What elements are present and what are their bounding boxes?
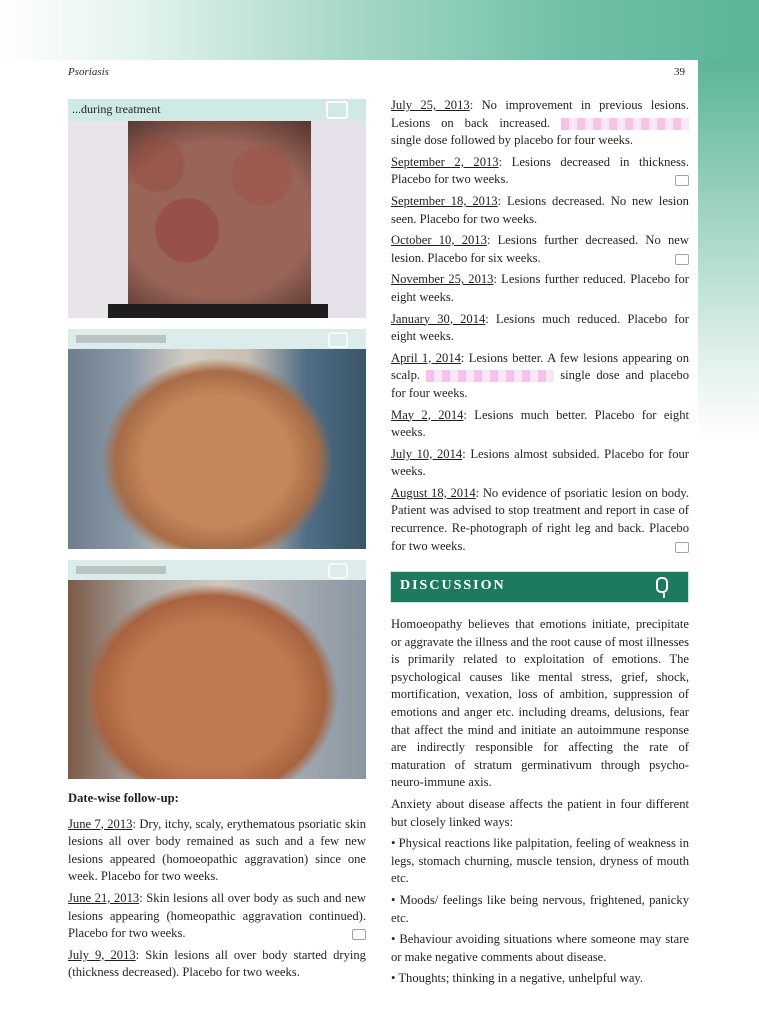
- followup-entry: October 10, 2013: Lesions further decreased. No new lesion. Placebo for six weeks.: [391, 233, 689, 265]
- followup-heading: Date-wise follow-up:: [68, 791, 179, 805]
- discussion-bullet: • Behaviour avoiding situations where someone may stare or make negative comments about disease.: [391, 932, 689, 964]
- followup-entry: August 18, 2014: No evidence of psoriatic lesion on body. Patient was advised to stop treatment and report in case of recurrence. Re-photograph of right leg and back. Placebo for two weeks.: [391, 485, 689, 553]
- microphone-icon-stand: [663, 593, 665, 598]
- discussion-title: DISCUSSION: [400, 578, 506, 593]
- running-head: Psoriasis: [68, 66, 109, 78]
- camera-icon: [352, 929, 366, 940]
- photo-caption: ...during treatment: [72, 102, 161, 116]
- discussion-heading-bar: [391, 572, 688, 602]
- shirt-right: [311, 119, 366, 318]
- discussion-paragraph: Anxiety about disease affects the patient in four different but closely linked ways:: [391, 796, 689, 829]
- side-color-band: [698, 60, 759, 440]
- discussion-bullet: • Moods/ feelings like being nervous, frightened, panicky etc.: [391, 892, 689, 925]
- redacted-remedy: [561, 118, 689, 130]
- camera-icon: [328, 332, 348, 348]
- microphone-icon: [656, 577, 668, 593]
- camera-icon: [675, 542, 689, 553]
- followup-entry: May 2, 2014: Lesions much better. Placebo for eight weeks.: [391, 407, 690, 440]
- photo-back-during-treatment: [68, 99, 366, 318]
- followup-entry: June 21, 2013: Skin lesions all over body as such and new lesions appearing (homeopathic aggravation continued). Placebo for two weeks.: [68, 890, 366, 941]
- followup-entry: November 25, 2013: Lesions further reduced. Placebo for eight weeks.: [391, 272, 689, 304]
- blurred-caption: [68, 560, 366, 580]
- discussion-bullet: • Physical reactions like palpitation, feeling of weakness in legs, stomach churning, muscle tension, dryness of mouth etc.: [391, 836, 689, 886]
- followup-right-column: [391, 97, 689, 559]
- page-number: 39: [674, 66, 685, 78]
- photo-leg-after-pixelated: [68, 560, 366, 779]
- shirt-left: [68, 119, 128, 318]
- camera-icon: [675, 175, 689, 186]
- followup-entry: January 30, 2014: Lesions much reduced. Placebo for eight weeks.: [391, 311, 689, 344]
- discussion-body: [391, 616, 689, 992]
- followup-entry: July 9, 2013: Skin lesions all over body started drying (thickness decreased). Placebo for two weeks.: [68, 947, 366, 980]
- photo-caption-bar: [68, 99, 366, 121]
- camera-icon: [675, 254, 689, 265]
- discussion-paragraph: Homoeopathy believes that emotions initiate, precipitate or aggravate the illness and the root cause of most illnesses is primarily related to exploitation of emotions. The psychological causes like mental stress, grief, shock, mortification, vexation, loss of ambition, suppression of emotions and anger etc. including dreams, delusions, fear that affect the mind and initiate an autoimmune response are indirectly responsible for affecting the rate of maturation of stratum germinativum through psycho-neuro-immune axis.: [391, 617, 689, 790]
- followup-entry: July 10, 2014: Lesions almost subsided. Placebo for four weeks.: [391, 446, 689, 479]
- photo-back-after-pixelated: [68, 329, 366, 549]
- top-color-band: [0, 0, 759, 60]
- camera-icon: [328, 563, 348, 579]
- camera-icon: [326, 101, 348, 119]
- followup-entry: September 18, 2013: Lesions decreased. No new lesion seen. Placebo for two weeks.: [391, 193, 689, 226]
- followup-entry: June 7, 2013: Dry, itchy, scaly, erythematous psoriatic skin lesions all over body remained as such and a few new lesions appeared (homoeopathic aggravation) since one week. Placebo for two weeks.: [68, 816, 366, 884]
- followup-entry: April 1, 2014: Lesions better. A few lesions appearing on scalp. single dose and placebo for four weeks.: [391, 350, 689, 400]
- blurred-caption: [68, 329, 366, 349]
- redacted-remedy: [426, 370, 554, 382]
- followup-entry: September 2, 2013: Lesions decreased in thickness. Placebo for two weeks.: [391, 154, 689, 187]
- discussion-bullet: • Thoughts; thinking in a negative, unhelpful way.: [391, 971, 644, 986]
- followup-left-column: [68, 790, 366, 986]
- followup-entry: July 25, 2013: No improvement in previous lesions. Lesions on back increased. single dose followed by placebo for four weeks.: [391, 98, 689, 148]
- belt: [108, 304, 328, 318]
